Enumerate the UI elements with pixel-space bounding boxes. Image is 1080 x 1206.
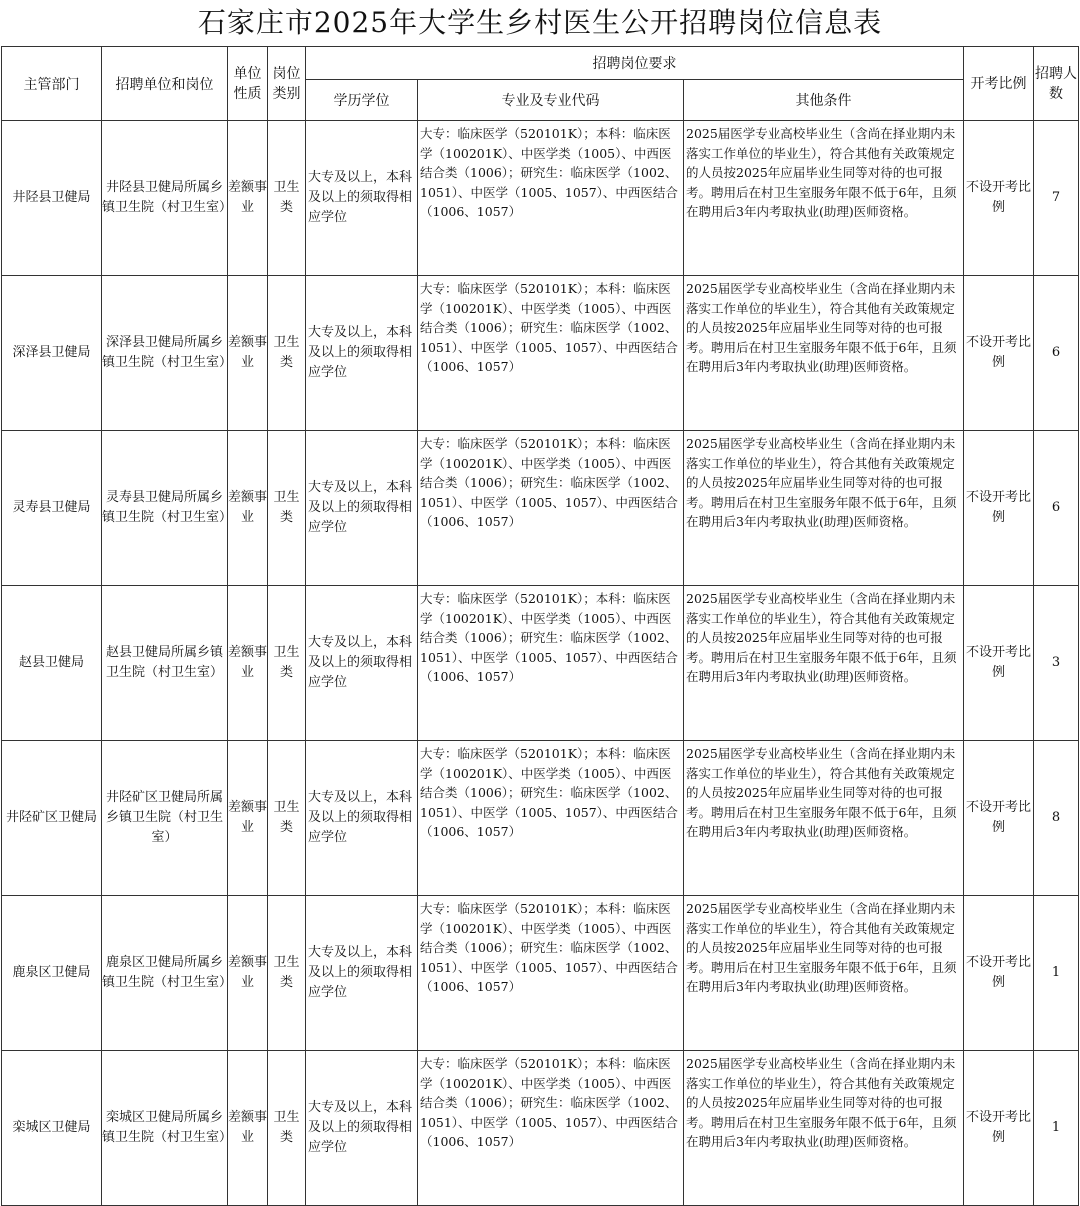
cell-ratio: 不设开考比例 [964, 431, 1034, 586]
cell-dept: 鹿泉区卫健局 [2, 896, 102, 1051]
cell-major: 大专：临床医学（520101K）；本科：临床医学（100201K）、中医学类（1005）、中西医结合类（1006）；研究生：临床医学（1002、1051）、中医学（1005、1057）、中西医结合（1006、1057） [418, 1051, 684, 1206]
cell-nature: 差额事业 [228, 741, 268, 896]
page-title: 石家庄市2025年大学生乡村医生公开招聘岗位信息表 [197, 6, 883, 39]
cell-unit: 井陉县卫健局所属乡镇卫生院（村卫生室） [102, 121, 228, 276]
cell-count: 1 [1034, 896, 1079, 1051]
cell-education: 大专及以上，本科及以上的须取得相应学位 [306, 586, 418, 741]
cell-ratio: 不设开考比例 [964, 586, 1034, 741]
cell-major: 大专：临床医学（520101K）；本科：临床医学（100201K）、中医学类（1005）、中西医结合类（1006）；研究生：临床医学（1002、1051）、中医学（1005、1057）、中西医结合（1006、1057） [418, 121, 684, 276]
header-unit: 招聘单位和岗位 [102, 47, 228, 121]
cell-other: 2025届医学专业高校毕业生（含尚在择业期内未落实工作单位的毕业生），符合其他有关政策规定的人员按2025年应届毕业生同等对待的也可报考。聘用后在村卫生室服务年限不低于6年，且须在聘用后3年内考取执业(助理)医师资格。 [684, 276, 964, 431]
cell-unit: 鹿泉区卫健局所属乡镇卫生院（村卫生室） [102, 896, 228, 1051]
cell-ratio: 不设开考比例 [964, 276, 1034, 431]
header-ratio: 开考比例 [964, 47, 1034, 121]
recruitment-table [1, 46, 1079, 1206]
cell-nature: 差额事业 [228, 896, 268, 1051]
cell-unit: 深泽县卫健局所属乡镇卫生院（村卫生室） [102, 276, 228, 431]
table-row [2, 431, 1079, 586]
cell-unit: 赵县卫健局所属乡镇卫生院（村卫生室） [102, 586, 228, 741]
cell-education: 大专及以上，本科及以上的须取得相应学位 [306, 276, 418, 431]
cell-category: 卫生类 [268, 431, 306, 586]
table-row [2, 1051, 1079, 1206]
cell-other: 2025届医学专业高校毕业生（含尚在择业期内未落实工作单位的毕业生），符合其他有关政策规定的人员按2025年应届毕业生同等对待的也可报考。聘用后在村卫生室服务年限不低于6年，且须在聘用后3年内考取执业(助理)医师资格。 [684, 121, 964, 276]
cell-ratio: 不设开考比例 [964, 896, 1034, 1051]
header-other: 其他条件 [684, 80, 964, 121]
cell-major: 大专：临床医学（520101K）；本科：临床医学（100201K）、中医学类（1005）、中西医结合类（1006）；研究生：临床医学（1002、1051）、中医学（1005、1057）、中西医结合（1006、1057） [418, 896, 684, 1051]
table-row [2, 121, 1079, 276]
cell-count: 6 [1034, 276, 1079, 431]
cell-count: 6 [1034, 431, 1079, 586]
cell-count: 1 [1034, 1051, 1079, 1206]
cell-dept: 井陉矿区卫健局 [2, 741, 102, 896]
cell-other: 2025届医学专业高校毕业生（含尚在择业期内未落实工作单位的毕业生），符合其他有关政策规定的人员按2025年应届毕业生同等对待的也可报考。聘用后在村卫生室服务年限不低于6年，且须在聘用后3年内考取执业(助理)医师资格。 [684, 896, 964, 1051]
cell-other: 2025届医学专业高校毕业生（含尚在择业期内未落实工作单位的毕业生），符合其他有关政策规定的人员按2025年应届毕业生同等对待的也可报考。聘用后在村卫生室服务年限不低于6年，且须在聘用后3年内考取执业(助理)医师资格。 [684, 741, 964, 896]
cell-major: 大专：临床医学（520101K）；本科：临床医学（100201K）、中医学类（1005）、中西医结合类（1006）；研究生：临床医学（1002、1051）、中医学（1005、1057）、中西医结合（1006、1057） [418, 276, 684, 431]
cell-education: 大专及以上，本科及以上的须取得相应学位 [306, 1051, 418, 1206]
cell-education: 大专及以上，本科及以上的须取得相应学位 [306, 741, 418, 896]
cell-nature: 差额事业 [228, 1051, 268, 1206]
cell-category: 卫生类 [268, 1051, 306, 1206]
cell-dept: 深泽县卫健局 [2, 276, 102, 431]
cell-dept: 赵县卫健局 [2, 586, 102, 741]
cell-category: 卫生类 [268, 896, 306, 1051]
header-dept: 主管部门 [2, 47, 102, 121]
header-major: 专业及专业代码 [418, 80, 684, 121]
cell-education: 大专及以上，本科及以上的须取得相应学位 [306, 121, 418, 276]
cell-nature: 差额事业 [228, 586, 268, 741]
cell-major: 大专：临床医学（520101K）；本科：临床医学（100201K）、中医学类（1005）、中西医结合类（1006）；研究生：临床医学（1002、1051）、中医学（1005、1057）、中西医结合（1006、1057） [418, 741, 684, 896]
table-row [2, 586, 1079, 741]
cell-category: 卫生类 [268, 121, 306, 276]
cell-education: 大专及以上，本科及以上的须取得相应学位 [306, 896, 418, 1051]
cell-count: 3 [1034, 586, 1079, 741]
cell-other: 2025届医学专业高校毕业生（含尚在择业期内未落实工作单位的毕业生），符合其他有关政策规定的人员按2025年应届毕业生同等对待的也可报考。聘用后在村卫生室服务年限不低于6年，且须在聘用后3年内考取执业(助理)医师资格。 [684, 586, 964, 741]
cell-ratio: 不设开考比例 [964, 1051, 1034, 1206]
cell-count: 8 [1034, 741, 1079, 896]
header-category: 岗位类别 [268, 47, 306, 121]
header-count: 招聘人数 [1034, 47, 1079, 121]
header-requirements: 招聘岗位要求 [306, 47, 964, 80]
cell-education: 大专及以上，本科及以上的须取得相应学位 [306, 431, 418, 586]
cell-dept: 灵寿县卫健局 [2, 431, 102, 586]
cell-category: 卫生类 [268, 276, 306, 431]
cell-major: 大专：临床医学（520101K）；本科：临床医学（100201K）、中医学类（1005）、中西医结合类（1006）；研究生：临床医学（1002、1051）、中医学（1005、1057）、中西医结合（1006、1057） [418, 431, 684, 586]
cell-major: 大专：临床医学（520101K）；本科：临床医学（100201K）、中医学类（1005）、中西医结合类（1006）；研究生：临床医学（1002、1051）、中医学（1005、1057）、中西医结合（1006、1057） [418, 586, 684, 741]
cell-ratio: 不设开考比例 [964, 741, 1034, 896]
header-nature: 单位性质 [228, 47, 268, 121]
cell-unit: 井陉矿区卫健局所属乡镇卫生院（村卫生室） [102, 741, 228, 896]
cell-category: 卫生类 [268, 741, 306, 896]
cell-other: 2025届医学专业高校毕业生（含尚在择业期内未落实工作单位的毕业生），符合其他有关政策规定的人员按2025年应届毕业生同等对待的也可报考。聘用后在村卫生室服务年限不低于6年，且须在聘用后3年内考取执业(助理)医师资格。 [684, 431, 964, 586]
cell-ratio: 不设开考比例 [964, 121, 1034, 276]
cell-nature: 差额事业 [228, 121, 268, 276]
table-row [2, 896, 1079, 1051]
cell-nature: 差额事业 [228, 276, 268, 431]
cell-nature: 差额事业 [228, 431, 268, 586]
table-row [2, 276, 1079, 431]
cell-count: 7 [1034, 121, 1079, 276]
header-education: 学历学位 [306, 80, 418, 121]
cell-unit: 灵寿县卫健局所属乡镇卫生院（村卫生室） [102, 431, 228, 586]
cell-dept: 井陉县卫健局 [2, 121, 102, 276]
cell-dept: 栾城区卫健局 [2, 1051, 102, 1206]
cell-category: 卫生类 [268, 586, 306, 741]
cell-other: 2025届医学专业高校毕业生（含尚在择业期内未落实工作单位的毕业生），符合其他有关政策规定的人员按2025年应届毕业生同等对待的也可报考。聘用后在村卫生室服务年限不低于6年，且须在聘用后3年内考取执业(助理)医师资格。 [684, 1051, 964, 1206]
table-row [2, 741, 1079, 896]
cell-unit: 栾城区卫健局所属乡镇卫生院（村卫生室） [102, 1051, 228, 1206]
